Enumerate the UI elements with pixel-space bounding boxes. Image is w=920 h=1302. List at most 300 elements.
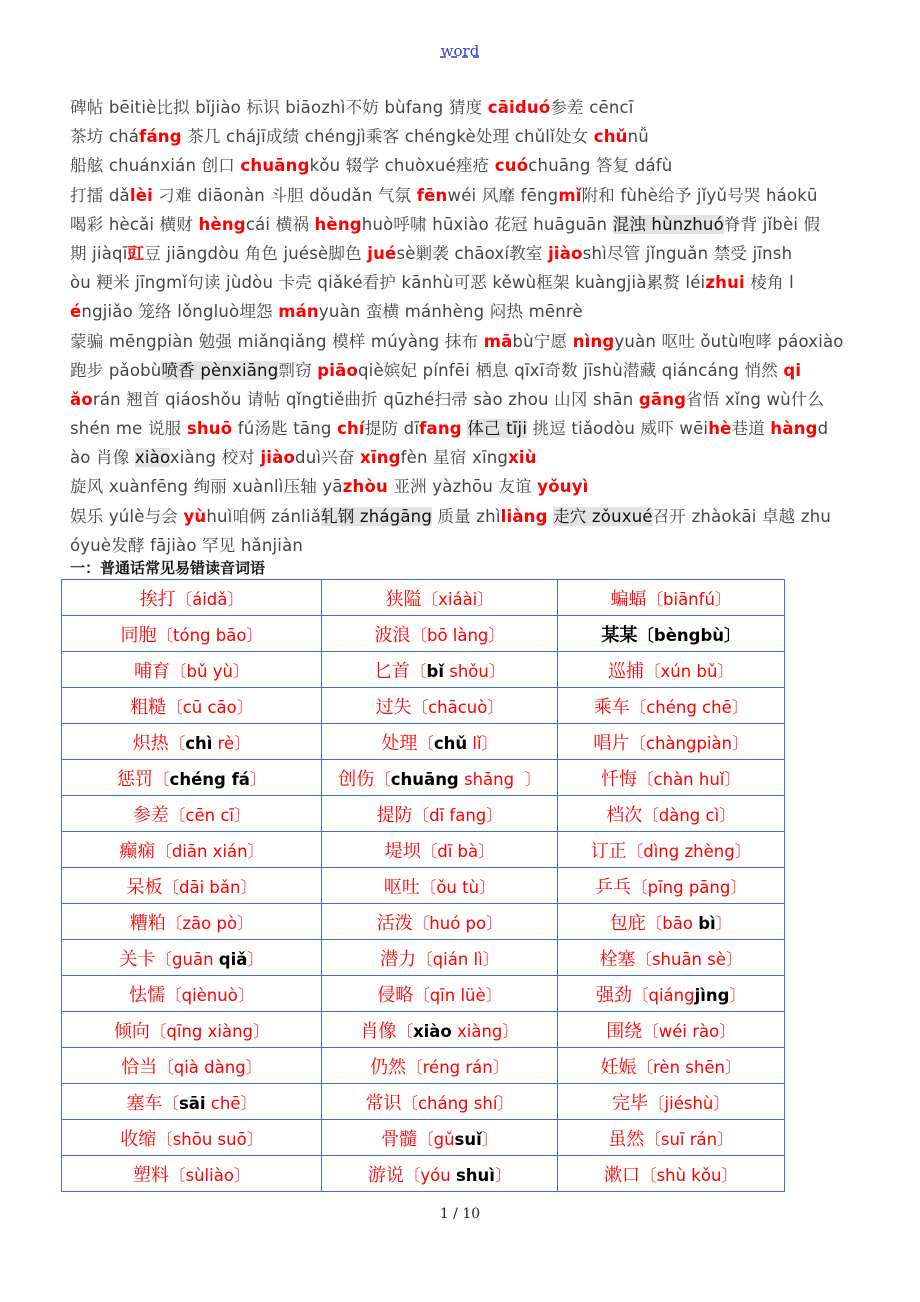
word-cell (62, 940, 322, 976)
word-cell (322, 1084, 558, 1120)
text-segment: óyuè发酵 fājiào 罕见 hǎnjiàn (70, 535, 304, 555)
emphasized-pinyin: fēn (416, 185, 448, 205)
text-segment: yuàn 蛮横 mánhèng 闷热 mēnrè (318, 302, 583, 322)
word-cell (62, 832, 322, 868)
text-segment: huì咱俩 zánliǎ (206, 506, 322, 526)
pinyin: chì (185, 733, 213, 753)
emphasized-pinyin: nìng (572, 331, 615, 351)
emphasized-pinyin: hàng (770, 419, 818, 439)
emphasized-pinyin: cāiduó (487, 98, 551, 117)
pinyin: 〔suī rán〕 (644, 1129, 734, 1149)
word-cell (322, 832, 558, 868)
word: 哺育 (134, 660, 171, 682)
emphasized-pinyin: jiào (260, 448, 296, 468)
pinyin: 〔sùliào〕 (169, 1165, 251, 1185)
text-segment: shì尽管 jǐnguǎn 禁受 jīnsh (582, 243, 793, 263)
emphasized-pinyin: mā (483, 331, 513, 351)
pinyin: 〕 (481, 1129, 499, 1149)
text-segment: 茶几 chájī成绩 chéngjì乘客 chéngkè处理 chǔlǐ处女 (181, 127, 594, 147)
text-line (70, 297, 900, 326)
text-segment: wéi 风靡 fēng (447, 185, 559, 205)
pinyin-paragraph (70, 93, 900, 560)
pinyin: 〔qià dàng〕 (157, 1057, 263, 1077)
pinyin: 〔huó po〕 (412, 913, 503, 933)
emphasized-pinyin: shuō (186, 419, 233, 439)
emphasized-pinyin: chǔ (593, 127, 628, 147)
word: 潜力 (380, 948, 417, 970)
word: 同胞 (120, 624, 157, 646)
pinyin: 〔shuān sè〕 (635, 949, 743, 969)
text-segment: 棱角 l (744, 273, 794, 293)
word: 仍然 (370, 1056, 407, 1078)
word-cell (557, 724, 784, 760)
word-cell (62, 1120, 322, 1156)
table-row (62, 580, 785, 616)
word-cell (322, 1048, 558, 1084)
text-line (70, 356, 900, 385)
text-segment: yuàn 呕吐 ǒutù咆哮 páoxiào (614, 331, 844, 351)
text-segment: 挑逗 tiǎodòu 威吓 wēi (527, 419, 709, 439)
text-line (70, 472, 900, 501)
word-cell (557, 616, 784, 652)
table-row (62, 1084, 785, 1120)
word: 糟粕 (129, 912, 166, 934)
text-segment: 旋风 xuànfēng 绚丽 xuànlì压轴 yā (70, 477, 343, 497)
word: 粗糙 (130, 696, 167, 718)
table-row (62, 1048, 785, 1084)
pinyin: 〔xiáài〕 (421, 589, 494, 609)
word: 档次 (606, 804, 643, 826)
emphasized-pinyin: fang (419, 419, 462, 439)
pinyin: 〔shù kǒu〕 (640, 1165, 738, 1185)
emphasized-pinyin: fáng (139, 127, 182, 147)
word-cell (62, 1156, 322, 1192)
pinyin: qiǎ (218, 949, 248, 969)
section-heading: 一：普通话常见易错读音词语 (70, 559, 266, 577)
emphasized-pinyin: hèng (314, 214, 362, 234)
word: 关卡 (119, 948, 156, 970)
document-header (0, 42, 920, 60)
pinyin: 〔dī fang〕 (412, 805, 503, 825)
text-segment: 碑帖 bēitiè比拟 bǐjiào 标识 biāozhì不妨 bùfang 猜度 (70, 98, 488, 117)
text-segment: 亚洲 yàzhōu 友谊 (387, 477, 538, 497)
pinyin: 〔dī bà〕 (420, 841, 495, 861)
text-segment: 蒙骗 mēngpiàn 勉强 miǎnqiǎng 模样 múyàng 抹布 (70, 331, 484, 351)
word-cell (62, 688, 322, 724)
text-segment: fú汤匙 tāng (232, 419, 337, 439)
text-segment: ào 肖像 (70, 448, 135, 468)
word: 完毕 (612, 1092, 649, 1114)
word: 乘车 (593, 696, 630, 718)
word: 狭隘 (385, 588, 422, 610)
pinyin: sāi (178, 1093, 206, 1113)
emphasized-pinyin: é (70, 302, 82, 322)
pinyin: 〕 (715, 913, 733, 933)
table-row (62, 688, 785, 724)
word-cell (322, 688, 558, 724)
word: 活泼 (376, 912, 413, 934)
emphasized-pinyin: 豇 (127, 243, 145, 263)
word-cell (322, 976, 558, 1012)
word-cell (557, 868, 784, 904)
pinyin: xiàng〕 (451, 1021, 519, 1041)
text-segment: 提防 dī (364, 419, 420, 439)
emphasized-pinyin: liàng (500, 506, 548, 526)
text-segment: 娱乐 yúlè与会 (70, 506, 184, 526)
pinyin: 〔xún bǔ〕 (644, 661, 734, 681)
word: 虽然 (608, 1128, 645, 1150)
word: 挨打 (139, 588, 176, 610)
table-row (62, 652, 785, 688)
text-segment: ngjiǎo 笼络 lǒngluò埋怨 (81, 302, 279, 322)
pinyin: 〔bō làng〕 (410, 625, 505, 645)
word: 漱口 (604, 1164, 641, 1186)
word: 炽热 (132, 732, 169, 754)
pinyin: 〔biānfú〕 (646, 589, 732, 609)
word-cell (557, 688, 784, 724)
pinyin: 〔chàn huǐ〕 (637, 769, 741, 789)
text-segment: 喝彩 hècǎi 横财 (70, 214, 199, 234)
text-segment: bù宁愿 (512, 331, 573, 351)
word-cell (322, 796, 558, 832)
word-cell (322, 1012, 558, 1048)
table-row (62, 1120, 785, 1156)
pinyin: 〕 (729, 985, 746, 1005)
word: 收缩 (120, 1128, 157, 1150)
pinyin: 〔gǔ (417, 1129, 455, 1149)
pinyin: rè〕 (212, 733, 251, 753)
emphasized-pinyin: jiào (548, 243, 583, 263)
pinyin: 〔qiáng (631, 985, 695, 1005)
pinyin: chuāng (390, 769, 459, 789)
word: 提防 (376, 804, 413, 826)
word: 创伤 (338, 768, 375, 790)
text-segment: 跑步 pǎobù (70, 360, 162, 380)
word: 处理 (381, 732, 418, 754)
word: 堤坝 (384, 840, 421, 862)
pinyin: 〔cháng shí〕 (401, 1093, 514, 1113)
word: 订正 (590, 840, 627, 862)
word-cell (62, 580, 322, 616)
highlighted-segment: xiào (134, 448, 170, 468)
table-row (62, 1012, 785, 1048)
pinyin: 〔bèngbù〕 (637, 625, 741, 645)
emphasized-pinyin: yǒuyì (537, 477, 589, 497)
pinyin: 〔wéi rào〕 (642, 1021, 736, 1041)
emphasized-pinyin: xiù (508, 448, 537, 468)
highlighted-segment: 轧钢 zhágāng (321, 506, 433, 526)
word: 常识 (365, 1092, 402, 1114)
word-cell (557, 796, 784, 832)
text-line (70, 414, 900, 443)
word-cell (322, 652, 558, 688)
pinyin: 〔dìng zhèng〕 (626, 841, 752, 861)
text-segment: chuāng 答复 dáfù (528, 156, 673, 176)
pinyin: 〔qīn lüè〕 (413, 985, 503, 1005)
word: 参差 (132, 804, 169, 826)
pinyin: 〔diān xián〕 (155, 841, 265, 861)
word: 围绕 (606, 1020, 643, 1042)
pinyin: 〔chéng chē〕 (629, 697, 749, 717)
word-cell (557, 1012, 784, 1048)
word-cell (62, 796, 322, 832)
text-segment: 打擂 dǎ (70, 185, 130, 205)
text-segment: huò呼啸 hūxiào 花冠 huāguān (361, 214, 613, 234)
pinyin: 〔 (396, 1021, 413, 1041)
pinyin: 〔yóu (403, 1165, 456, 1185)
word-cell (322, 868, 558, 904)
word: 塑料 (133, 1164, 169, 1186)
pinyin: 〔bāo (645, 913, 699, 933)
pinyin: 〔dāi bǎn〕 (162, 877, 257, 897)
word: 某某 (601, 624, 638, 646)
word-cell (322, 580, 558, 616)
pinyin: xiào (412, 1021, 452, 1041)
text-segment: fèn 星宿 xīng (400, 448, 509, 468)
word-cell (322, 724, 558, 760)
word-cell (322, 940, 558, 976)
word: 包庇 (609, 912, 646, 934)
text-segment: 豆 jiāngdòu 角色 juésè脚色 (144, 243, 368, 263)
word-cell (62, 616, 322, 652)
text-segment: òu 粳米 jīngmǐ句读 jùdòu 卡壳 qiǎké看护 kānhù可恶 kěwù框架 kuàngjià累赘 léi (70, 273, 706, 293)
pinyin: 〔 (153, 769, 170, 789)
word-cell (557, 1156, 784, 1192)
word-cell (62, 868, 322, 904)
text-segment: 召开 zhàokāi 卓越 zhu (652, 506, 832, 526)
word-cell (322, 1156, 558, 1192)
word: 骨髓 (381, 1128, 418, 1150)
word-cell (322, 904, 558, 940)
word: 塞车 (126, 1092, 163, 1114)
text-segment: nǚ (627, 127, 649, 147)
emphasized-pinyin: mǐ (558, 185, 582, 205)
highlighted-segment: 混浊 hùnzhuó (612, 214, 724, 234)
header-link[interactable]: word (440, 42, 480, 60)
emphasized-pinyin: qi (783, 360, 802, 380)
pinyin: 〔qián lì〕 (416, 949, 500, 969)
word: 恰当 (121, 1056, 158, 1078)
word-cell (557, 832, 784, 868)
word: 蝙蝠 (610, 588, 647, 610)
word: 妊娠 (600, 1056, 637, 1078)
emphasized-pinyin: gāng (638, 389, 687, 409)
text-line (70, 531, 900, 560)
emphasized-pinyin: hè (708, 419, 732, 439)
emphasized-pinyin: chí (337, 419, 365, 439)
word: 过失 (375, 696, 412, 718)
table-row (62, 940, 785, 976)
pinyin: suǐ (454, 1129, 482, 1149)
highlighted-segment: 体己 tīji (467, 419, 528, 439)
pinyin: 〔ǒu tù〕 (419, 877, 496, 897)
text-segment: cái 横祸 (245, 214, 315, 234)
pinyin: chǔ (433, 733, 468, 753)
pinyin: 〔dàng cì〕 (642, 805, 736, 825)
word: 呆板 (126, 876, 163, 898)
table-row (62, 976, 785, 1012)
text-line (70, 268, 900, 297)
word-cell (557, 940, 784, 976)
text-segment: 期 jiàqī (70, 243, 128, 263)
word-cell (557, 1120, 784, 1156)
pinyin: chē〕 (205, 1093, 257, 1113)
text-segment: 船舷 chuánxián 创口 (70, 156, 241, 176)
word: 忏悔 (601, 768, 638, 790)
text-line (70, 327, 900, 356)
text-segment: 质量 zhì (432, 506, 501, 526)
text-segment: 茶坊 chá (70, 127, 140, 147)
emphasized-pinyin: piāo (317, 360, 358, 380)
pinyin: 〔pīng pāng〕 (631, 877, 747, 897)
pinyin: 〔guān (155, 949, 219, 969)
word-cell (62, 904, 322, 940)
page-number: 1 / 10 (439, 1206, 481, 1222)
table-row (62, 760, 785, 796)
word: 巡捕 (608, 660, 645, 682)
emphasized-pinyin: cuó (494, 156, 529, 176)
pinyin: 〕 (494, 1165, 512, 1185)
word: 匕首 (374, 660, 411, 682)
word: 波浪 (374, 624, 411, 646)
word-cell (557, 760, 784, 796)
table-row (62, 904, 785, 940)
text-line (70, 210, 900, 239)
pinyin: 〔cēn cī〕 (168, 805, 251, 825)
text-segment: shén me 说服 (70, 419, 187, 439)
word: 肖像 (360, 1020, 397, 1042)
pinyin: 〔jiéshù〕 (648, 1093, 730, 1113)
text-segment: 巷道 (731, 419, 771, 439)
word: 惩罚 (117, 768, 154, 790)
pinyin: bì (698, 913, 716, 933)
emphasized-pinyin: chuāng (240, 156, 310, 176)
word-cell (62, 652, 322, 688)
table-row (62, 832, 785, 868)
word: 呕吐 (383, 876, 420, 898)
word: 乒乓 (595, 876, 632, 898)
text-segment: duì兴奋 (295, 448, 361, 468)
word-cell (62, 976, 322, 1012)
table-row (62, 796, 785, 832)
word-cell (62, 760, 322, 796)
text-segment: d (817, 419, 829, 439)
text-line (70, 181, 900, 210)
table-row (62, 724, 785, 760)
pinyin: 〔zāo pò〕 (165, 913, 254, 933)
pinyin: 〔rèn shēn〕 (636, 1057, 742, 1077)
highlighted-segment: 喷香 pènxiāng (161, 360, 279, 380)
word-cell (62, 1012, 322, 1048)
emphasized-pinyin: ǎo (70, 389, 93, 409)
word: 癫痫 (119, 840, 156, 862)
table-row (62, 616, 785, 652)
pinyin: 〔chàngpiàn〕 (629, 733, 749, 753)
word-cell (322, 616, 558, 652)
highlighted-segment: 走穴 zǒuxué (553, 506, 653, 526)
word: 游说 (367, 1164, 404, 1186)
pinyin: 〔 (168, 733, 186, 753)
text-segment: xiàng 校对 (169, 448, 261, 468)
word: 倾向 (113, 1020, 150, 1042)
word: 强劲 (595, 984, 632, 1006)
word-cell (322, 760, 558, 796)
emphasized-pinyin: jué (367, 243, 397, 263)
pinyin: 〔 (162, 1093, 179, 1113)
text-line (70, 151, 900, 180)
word: 侵略 (377, 984, 414, 1006)
text-line (70, 502, 900, 531)
pinyin: 〔 (374, 769, 391, 789)
text-segment: 刁难 diāonàn 斗胆 dǒudǎn 气氛 (152, 185, 417, 205)
text-segment: qiè嫔妃 pínfēi 栖息 qīxī奇数 jīshù潜藏 qiáncáng 悄然 (358, 360, 784, 380)
pinyin: 〔bǔ yù〕 (170, 661, 250, 681)
pinyin: 〔shōu suō〕 (156, 1129, 264, 1149)
pinyin: jìng (694, 985, 730, 1005)
pinyin: shǒu〕 (444, 661, 506, 681)
pinyin: shāng 〕 (458, 769, 542, 789)
pinyin: bǐ (426, 661, 444, 681)
pinyin: 〔chācuò〕 (411, 697, 504, 717)
table-row (62, 1156, 785, 1192)
text-segment: 剽窃 (278, 360, 318, 380)
word: 怯懦 (129, 984, 166, 1006)
pinyin: 〔réng rán〕 (406, 1057, 510, 1077)
emphasized-pinyin: zhòu (342, 477, 388, 497)
text-line (70, 122, 900, 151)
text-segment: 参差 cēncī (550, 98, 634, 117)
emphasized-pinyin: zhui (705, 273, 745, 293)
word-cell (557, 904, 784, 940)
text-line (70, 93, 900, 122)
word: 栓塞 (599, 948, 636, 970)
text-segment: sè剿袭 chāoxí教室 (396, 243, 549, 263)
pinyin: 〕 (247, 949, 264, 969)
word-cell (557, 1048, 784, 1084)
word-cell (557, 580, 784, 616)
pinyin: 〔 (410, 661, 427, 681)
text-segment: 脊背 jǐbèi 假 (723, 214, 821, 234)
pinyin: 〕 (249, 769, 267, 789)
pinyin: 〔cū cāo〕 (166, 697, 254, 717)
text-line (70, 385, 900, 414)
word-cell (62, 1084, 322, 1120)
pinyin: chéng fá (169, 769, 250, 789)
pinyin: 〔áidǎ〕 (175, 589, 244, 609)
text-segment: 附和 fùhè给予 jǐyǔ号哭 háokū (581, 185, 818, 205)
word-cell (557, 1084, 784, 1120)
pinyin: shuì (455, 1165, 495, 1185)
word-cell (557, 976, 784, 1012)
text-line (70, 239, 900, 268)
word-table (61, 579, 785, 1192)
emphasized-pinyin: yù (183, 506, 207, 526)
word-cell (322, 1120, 558, 1156)
text-line (70, 443, 900, 472)
emphasized-pinyin: xīng (360, 448, 401, 468)
emphasized-pinyin: lèi (129, 185, 153, 205)
text-segment: 省悟 xǐng wù什么 (686, 389, 825, 409)
emphasized-pinyin: mán (278, 302, 319, 322)
table-row (62, 868, 785, 904)
text-segment: rán 翘首 qiáoshǒu 请帖 qǐngtiě曲折 qūzhé扫帚 sào zhou 山冈 shān (92, 389, 639, 409)
pinyin: lǐ〕 (467, 733, 499, 753)
pinyin: 〔 (417, 733, 434, 753)
pinyin: 〔tóng bāo〕 (156, 625, 263, 645)
pinyin: 〔qīng xiàng〕 (149, 1021, 270, 1041)
word-cell (557, 652, 784, 688)
word-cell (62, 1048, 322, 1084)
